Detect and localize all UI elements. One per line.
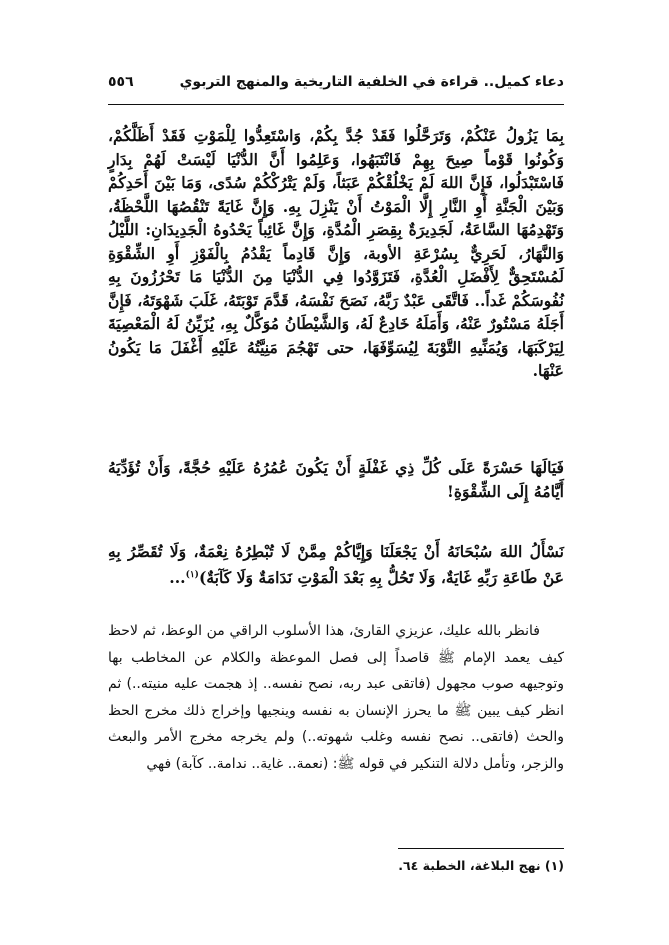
ellipsis: ...: [169, 567, 186, 587]
header-rule: [108, 104, 564, 105]
page-number: ٥٥٦: [108, 74, 134, 90]
commentary-paragraph: [108, 618, 564, 777]
footnote-reference: (١): [185, 569, 199, 580]
sermon-quote-supplication: [108, 540, 564, 589]
footnote: (١) نهج البلاغة، الخطبة ٦٤.: [398, 858, 564, 873]
sermon-quote: بِمَا يَزُولُ عَنْكُمْ، وَتَرَحَّلُوا فَقَدْ جُدَّ بِكُمْ، وَاسْتَعِدُّوا لِلْمَوْتِ فَقَدْ أَظَلَّكُمْ، وَكُونُوا قَوْماً صِيحَ بِهِمْ فَانْتَبَهُوا، وَعَلِمُوا أَنَّ الدُّنْيَا لَيْسَتْ لَهُمْ بِدَارٍ فَاسْتَبْدَلُوا، فَإِنَّ اللهَ لَمْ يَخْلُقْكُمْ عَبَثاً، وَلَمْ يَتْرُكْكُمْ سُدًى، وَمَا بَيْنَ أَحَدِكُمْ وَبَيْنَ الْجَنَّةِ أَوِ النَّارِ إِلَّا الْمَوْتُ أَنْ يَنْزِلَ بِهِ. وَإِنَّ غَايَةً تَنْقُصُهَا اللَّحْظَةُ، وَتَهْدِمُهَا السَّاعَةُ، لَجَدِيرَةٌ بِقِصَرِ الْمُدَّةِ، وَإِنَّ غَائِباً يَحْدُوهُ الْجَدِيدَانِ: اللَّيْلُ وَالنَّهَارُ، لَحَرِيٌّ بِسُرْعَةِ الأوبة، وَإِنَّ قَادِماً يَقْدُمُ بِالْفَوْزِ أَوِ الشِّقْوَةِ لَمُسْتَحِقٌّ لِأَفْضَلِ الْعُدَّةِ، فَتَزَوَّدُوا فِي الدُّنْيَا مِنَ الدُّنْيَا مَا تَحْرُزُونَ بِهِ نُفُوسَكُمْ غَداً.. فَاتَّقَى عَبْدٌ رَبَّهُ، نَصَحَ نَفْسَهُ، قَدَّمَ تَوْبَتَهُ، غَلَبَ شَهْوَتَهُ، فَإِنَّ أَجَلَهُ مَسْتُورٌ عَنْهُ، وَأَمَلَهُ خَادِعٌ لَهُ، وَالشَّيْطَانُ مُوَكَّلٌ بِهِ، يُزَيِّنُ لَهُ الْمَعْصِيَةَ لِيَرْكَبَهَا، وَيُمَنِّيهِ التَّوْبَةَ لِيُسَوِّفَهَا، حتى تَهْجُمَ مَنِيَّتُهُ عَلَيْهِ أَغْفَلَ مَا يَكُونُ عَنْهَا.: [108, 126, 564, 380]
footnote-rule: [398, 848, 564, 849]
supplication-text: نَسْأَلُ اللهَ سُبْحَانَهُ أَنْ يَجْعَلَنَا وَإِيَّاكُمْ مِمَّنْ لَا تُبْطِرُهُ نِعْمَةٌ، وَلَا تُقَصِّرُ بِهِ عَنْ طَاعَةِ رَبِّهِ غَايَةٌ، وَلَا تَحُلُّ بِهِ بَعْدَ الْمَوْتِ نَدَامَةٌ وَلَا كَآبَةٌ): [108, 542, 564, 587]
sermon-quote-lament: فَيَالَهَا حَسْرَةً عَلَى كُلِّ ذِي غَفْلَةٍ أَنْ يَكُونَ عُمُرُهُ عَلَيْهِ حُجَّةً، وَأَنْ تُؤَدِّيَهُ أَيَّامُهُ إِلَى الشِّقْوَةِ!: [108, 458, 564, 501]
commentary-text: فانظر بالله عليك، عزيزي القارئ، هذا الأسلوب الراقي من الوعظ، ثم لاحظ كيف يعمد الإمام ﷺ قاصداً إلى فصل الموعظة والكلام عن المخاطب بها وتوجيهه صوب مجهول (فاتقى عبد ربه، نصح نفسه.. إذ هجمت عليه منيته..) ثم انظر كيف يبين ﷺ ما يحرز الإنسان به نفسه وينجيها وإخراج ذلك مخرج الحظ والحث (فاتقى.. نصح نفسه وغلب شهوته..) ولم يخرجه مخرج الأمر والبعث والزجر، وتأمل دلالة التنكير في قوله ﷺ: (نعمة.. غاية.. ندامة.. كآبة) فهي: [108, 623, 564, 772]
running-title: دعاء كميل.. قراءة في الخلفية التاريخية والمنهج التربوي: [179, 74, 564, 90]
running-header: [108, 74, 564, 98]
